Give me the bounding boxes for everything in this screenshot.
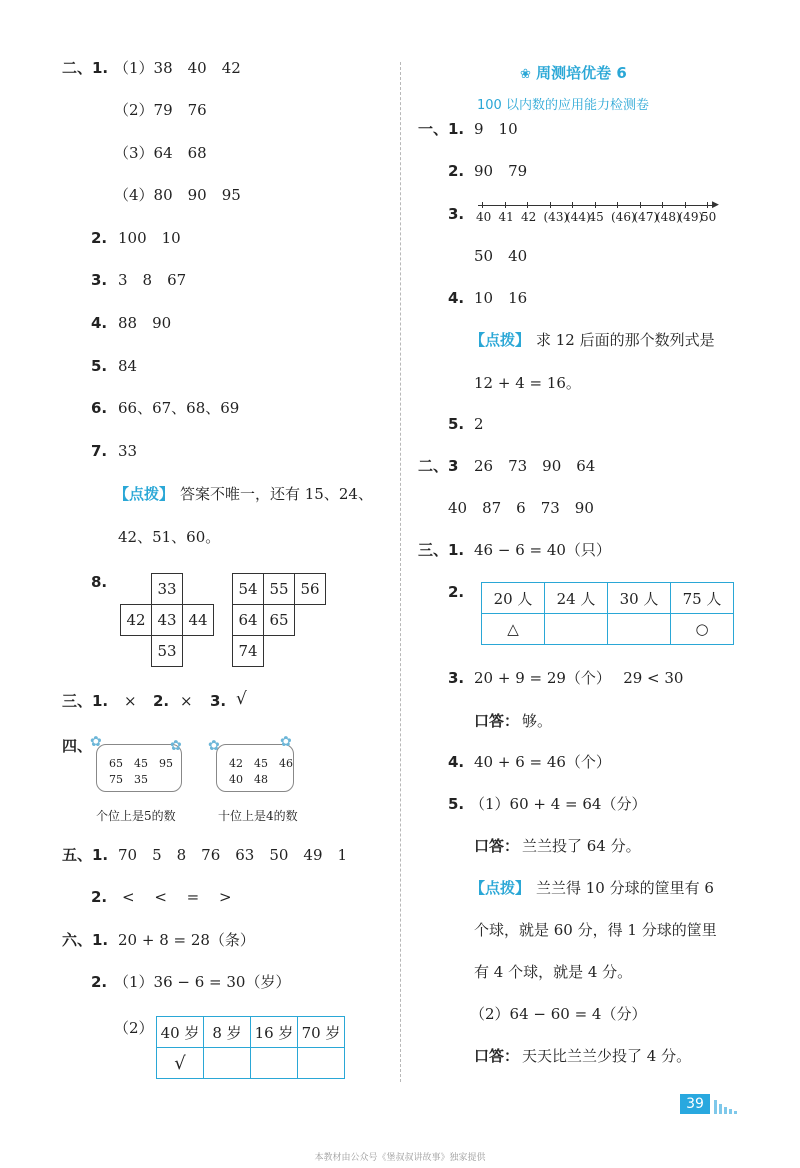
r-s3-q5-label: 5. xyxy=(448,795,465,813)
q8-label: 8. xyxy=(91,573,108,591)
number-line-label: 41 xyxy=(498,210,514,224)
flower-icon: ✿ xyxy=(170,738,182,754)
section-3-label: 三、1. xyxy=(62,692,109,710)
r-hint-label: 【点拨】 xyxy=(470,331,531,349)
section-5-label: 五、1. xyxy=(62,846,109,864)
r-s3-ans-label-3: 口答： xyxy=(474,1047,520,1065)
hint-text-2: 42、51、60。 xyxy=(118,528,221,546)
grid-cell: 42 xyxy=(121,605,152,636)
answer-1-3: （3）64 68 xyxy=(114,144,207,162)
people-mark: ○ xyxy=(671,614,734,645)
s6-answer-2: （1）36 − 6 = 30（岁） xyxy=(114,973,291,991)
number-line-label: (46) xyxy=(611,210,636,224)
s6-answer-1: 20 + 8 = 28（条） xyxy=(118,931,255,949)
card-1-caption: 个位上是5的数 xyxy=(96,809,176,823)
paper-subtitle: 100 以内数的应用能力检测卷 xyxy=(477,98,649,113)
people-mark: △ xyxy=(482,614,545,645)
section-2-label: 二、1. xyxy=(62,59,109,77)
section-4-label: 四、 xyxy=(62,737,93,755)
age-table xyxy=(156,1016,345,1079)
q3-answer: 3 8 67 xyxy=(118,271,187,289)
number-line-label: (47) xyxy=(633,210,659,224)
grid-cell: 56 xyxy=(295,574,326,605)
number-line-label: 40 xyxy=(476,210,492,224)
r-s3-answer-3-ans: 够。 xyxy=(522,712,553,730)
flower-icon: ✿ xyxy=(208,738,220,754)
card-2-caption: 十位上是4的数 xyxy=(218,809,298,823)
age-header: 8 岁 xyxy=(204,1017,251,1048)
number-line-tick xyxy=(572,202,573,208)
number-line-label: (44) xyxy=(566,210,591,224)
r-answer-4: 10 16 xyxy=(474,289,528,307)
q6-label: 6. xyxy=(91,399,108,417)
r-s3-answer-3: 20 + 9 = 29（个） 29 < 30 xyxy=(474,669,684,687)
r-s3-answer-5-ans: 兰兰投了 64 分。 xyxy=(522,837,641,855)
number-line-label: (48) xyxy=(656,210,681,224)
q7-answer: 33 xyxy=(118,442,138,460)
cross-grid-2-bottom xyxy=(232,635,264,667)
people-mark xyxy=(545,614,608,645)
card-row: 40 48 xyxy=(229,773,268,786)
r-s3-answer-5: （1）60 + 4 = 64（分） xyxy=(470,795,647,813)
hint-label: 【点拨】 xyxy=(114,485,175,503)
cross-grid-1 xyxy=(151,573,183,605)
r-s3-answer-5b-ans: 天天比兰兰少投了 4 分。 xyxy=(522,1047,692,1065)
s5-answer-2: < < = > xyxy=(122,888,232,906)
age-header: 70 岁 xyxy=(298,1017,345,1048)
hint-text-1: 答案不唯一，还有 15、24、 xyxy=(180,485,373,503)
q5-label: 5. xyxy=(91,357,108,375)
number-line-tick xyxy=(685,202,686,208)
s3-q2-label: 2. xyxy=(153,692,170,710)
cross-grid-2-middle xyxy=(232,604,295,636)
number-line-label: 42 xyxy=(521,210,537,224)
r-hint-text-2: 12 + 4 = 16。 xyxy=(474,374,581,392)
grid-cell: 74 xyxy=(233,636,264,667)
number-line-axis xyxy=(478,205,714,206)
q7-label: 7. xyxy=(91,442,108,460)
r-hint-text-1: 求 12 后面的那个数列式是 xyxy=(536,331,715,349)
cross-grid-1-bottom xyxy=(151,635,183,667)
paw-icon: ❀ xyxy=(520,67,531,82)
s3-answer-2: × xyxy=(180,692,193,710)
arrow-right-icon: ▶ xyxy=(712,200,719,210)
number-line-label: 50 xyxy=(701,210,717,224)
number-line-label: 45 xyxy=(588,210,604,224)
s6-q2-label: 2. xyxy=(91,973,108,991)
r-hint-label-2: 【点拨】 xyxy=(470,879,531,897)
r-answer-5: 2 xyxy=(474,415,484,433)
card-row: 75 35 xyxy=(109,773,148,786)
q5-answer: 84 xyxy=(118,357,138,375)
paper-title-text: 周测培优卷 6 xyxy=(536,64,627,82)
cross-grid-1-middle xyxy=(120,604,214,636)
r-answer-1: 9 10 xyxy=(474,120,518,138)
q2-answer: 100 10 xyxy=(118,229,181,247)
r-s3-answer-4: 40 + 6 = 46（个） xyxy=(474,753,611,771)
r-section-1-label: 一、1. xyxy=(418,120,465,138)
grid-cell: 43 xyxy=(152,605,183,636)
number-line-tick xyxy=(482,202,483,208)
grid-cell: 44 xyxy=(183,605,214,636)
age-header: 16 岁 xyxy=(251,1017,298,1048)
age-mark xyxy=(204,1048,251,1079)
page-number: 39 xyxy=(680,1094,710,1114)
r-hint-3-line-1: 兰兰得 10 分球的筐里有 6 xyxy=(536,879,714,897)
r-s3-q2-label: 2. xyxy=(448,583,465,601)
age-header: 40 岁 xyxy=(157,1017,204,1048)
r-q4-label: 4. xyxy=(448,289,465,307)
people-mark xyxy=(608,614,671,645)
flower-icon: ✿ xyxy=(90,734,102,750)
section-6-label: 六、1. xyxy=(62,931,109,949)
r-answer-3b: 50 40 xyxy=(474,247,528,265)
number-line xyxy=(478,200,722,230)
number-line-label: (49) xyxy=(678,210,704,224)
r-s2-answer-1: 26 73 90 64 xyxy=(474,457,596,475)
flower-icon: ✿ xyxy=(280,734,292,750)
age-mark: √ xyxy=(157,1048,204,1079)
r-q2-label: 2. xyxy=(448,162,465,180)
cross-grid-2 xyxy=(232,573,326,605)
number-line-tick xyxy=(550,202,551,208)
number-line-tick xyxy=(617,202,618,208)
card-row: 65 45 95 xyxy=(109,757,173,770)
r-hint-3-line-2: 个球，就是 60 分，得 1 分球的筐里 xyxy=(474,921,717,939)
age-mark xyxy=(251,1048,298,1079)
s5-q2-label: 2. xyxy=(91,888,108,906)
q3-label: 3. xyxy=(91,271,108,289)
paper-title xyxy=(520,62,627,83)
number-line-label: (43) xyxy=(543,210,569,224)
answer-1-2: （2）79 76 xyxy=(114,101,207,119)
number-line-tick xyxy=(640,202,641,208)
s3-answer-1: × xyxy=(124,692,137,710)
r-s2-answer-2: 40 87 6 73 90 xyxy=(448,499,594,517)
r-section-3-label: 三、1. xyxy=(418,541,465,559)
answer-1-4: （4）80 90 95 xyxy=(114,186,241,204)
s6-answer-2-2-label: （2） xyxy=(114,1019,154,1037)
number-line-tick xyxy=(662,202,663,208)
number-line-tick xyxy=(527,202,528,208)
r-s3-ans-label-2: 口答： xyxy=(474,837,520,855)
grid-cell: 54 xyxy=(233,574,264,605)
people-header: 75 人 xyxy=(671,583,734,614)
r-s3-ans-label-1: 口答： xyxy=(474,712,520,730)
r-answer-2: 90 79 xyxy=(474,162,528,180)
people-header: 30 人 xyxy=(608,583,671,614)
r-s3-q3-label: 3. xyxy=(448,669,465,687)
r-s3-answer-1: 46 − 6 = 40（只） xyxy=(474,541,611,559)
number-line-tick xyxy=(595,202,596,208)
footer-text: 本教材由公众号《堡叔叔讲故事》独家提供 xyxy=(314,1153,486,1163)
r-q5-label: 5. xyxy=(448,415,465,433)
answer-1-1: （1）38 40 42 xyxy=(114,59,241,77)
q4-label: 4. xyxy=(91,314,108,332)
age-mark xyxy=(298,1048,345,1079)
people-header: 20 人 xyxy=(482,583,545,614)
q6-answer: 66、67、68、69 xyxy=(118,399,240,417)
grid-cell: 53 xyxy=(152,636,183,667)
r-hint-3-line-3: 有 4 个球，就是 4 分。 xyxy=(474,963,633,981)
r-q3-label: 3. xyxy=(448,205,465,223)
number-card-2 xyxy=(216,744,294,792)
grid-cell: 55 xyxy=(264,574,295,605)
people-table xyxy=(481,582,734,645)
grid-cell: 33 xyxy=(152,574,183,605)
number-line-tick xyxy=(505,202,506,208)
grid-cell: 65 xyxy=(264,605,295,636)
grid-cell: 64 xyxy=(233,605,264,636)
s5-answer-1: 70 5 8 76 63 50 49 1 xyxy=(118,846,348,864)
r-s3-answer-5b: （2）64 − 60 = 4（分） xyxy=(470,1005,647,1023)
number-line-tick xyxy=(707,202,708,208)
card-row: 42 45 46 xyxy=(229,757,293,770)
s3-q3-label: 3. xyxy=(210,692,227,710)
people-header: 24 人 xyxy=(545,583,608,614)
s3-answer-3: √ xyxy=(236,689,247,709)
column-divider xyxy=(400,62,401,1082)
q2-label: 2. xyxy=(91,229,108,247)
r-section-2-label: 二、3 xyxy=(418,457,459,475)
q4-answer: 88 90 xyxy=(118,314,172,332)
r-s3-q4-label: 4. xyxy=(448,753,465,771)
